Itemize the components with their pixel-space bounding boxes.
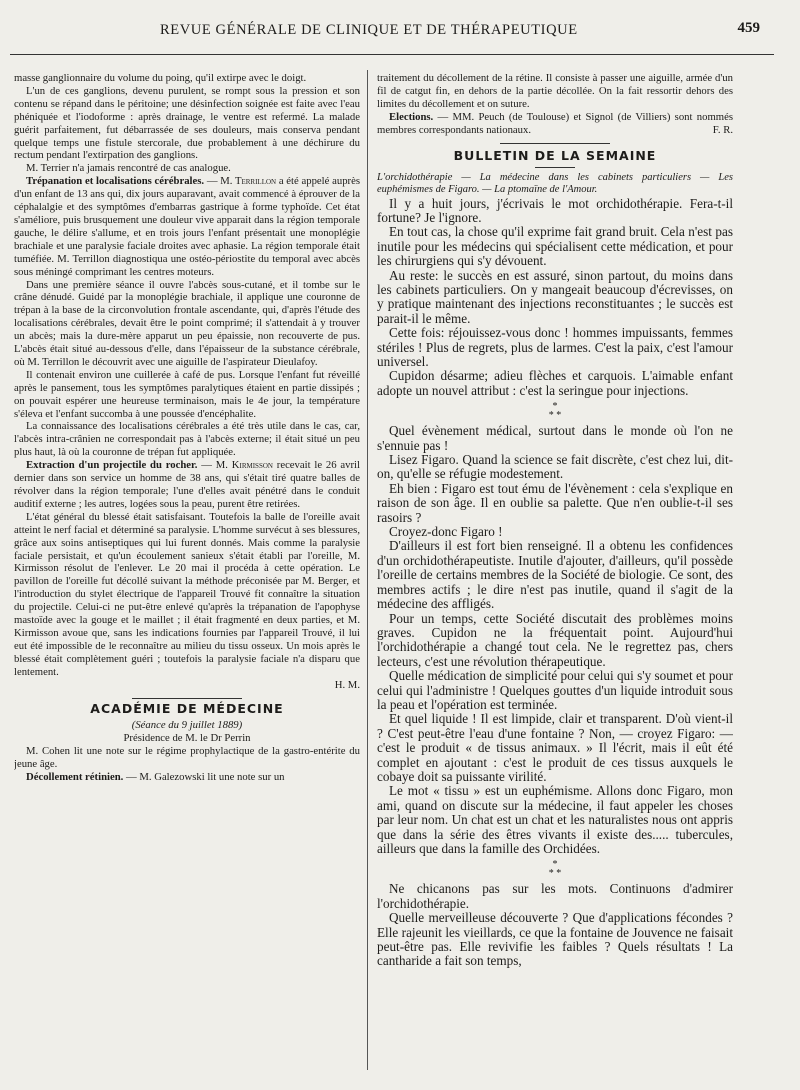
section-lead: Trépanation et localisations cérébrales.	[26, 175, 205, 188]
paragraph: Cupidon désarme; adieu flèches et carquois. L'aimable enfant adopte un nouvel attribut : c'est la seringue pour injections.	[377, 368, 733, 398]
paragraph: L'un de ces ganglions, devenu purulent, se rompt sous la pression et son contenu se répand dans le péritoine; une désinfection soignée est faite avec l'eau phéniquée et l'iodoforme : après drainage, le ventre est refermé. La malade guérit parfaitement, fut débarrassée de ses douleurs, mais conserva pendant quelque temps une fistule stercorale, due probablement à une déchirure du rectum pendant l'extirpation des ganglions.	[14, 84, 360, 162]
paragraph: Dans une première séance il ouvre l'abcès sous-cutané, et il tombe sur le crâne dénudé. Guidé par la monoplégie brachiale, il applique une couronne de trépan à la base de la circonvolution frontale ascendante, qui, d'après l'étude des localisations cérébrales, devait être le point comprimé; il s'attendait à y trouver un abcès; mais la dure-mère apparut un peu épaissie, non recouverte de pus. L'abcès était situé au-dessous d'elle, dans l'épaisseur de la substance cérébrale, où M. Terrillon le découvrit avec une aiguille de l'aspirateur Dieulafoy.	[14, 278, 360, 368]
section-lead: Décollement rétinien.	[26, 771, 124, 784]
section-rule	[132, 698, 242, 699]
paragraph: En tout cas, la chose qu'il exprime fait grand bruit. Cela n'est pas inutile pour les médecins qui spécialisent cette médication, et pour les chirurgiens qui s'y dévouent.	[377, 224, 733, 269]
paragraph: Quelle merveilleuse découverte ? Que d'applications fécondes ? Elle rajeunit les vieillards, ce que la fontaine de Jouvence ne faisait peut-être pas. Elle revivifie les faibles ? Quels résultats ! La cantharide a fait son temps,	[377, 910, 733, 969]
paragraph: masse ganglionnaire du volume du poing, qu'il extirpe avec le doigt.	[14, 72, 307, 84]
paragraph: Croyez-donc Figaro !	[389, 524, 503, 540]
header-rule	[10, 54, 774, 55]
paragraph: Il y a huit jours, j'écrivais le mot orchidothérapie. Fera-t-il fortune? Je l'ignore.	[377, 195, 733, 225]
paragraph: D'ailleurs il est fort bien renseigné. Il a obtenu les confidences d'un orchidothérapeutiste. Inutile d'ajouter, d'ailleurs, qu'il possède l'oreille de certains membres de la Société de biologie. Ce sont, des membres actifs ; le dire n'est pas inutile, quand il s'agit de la médecine des affligés.	[377, 538, 733, 612]
author: — M. Kirmisson	[201, 459, 273, 472]
presidence: Présidence de M. le Dr Perrin	[123, 732, 251, 745]
paragraph-text: a été appelé auprès d'un enfant de 13 ans qui, dix jours auparavant, avait commencé à éprouver de la céphalalgie et des symptômes d'embarras gastrique à forme typhoïde. Cet état s'améliore, puis brusquement une douleur vive apparait dans la région temporale gauche, le délire s'allume, et en trois jours l'enfant présentait une monoplégie brachiale et une paralysie faciale droites avec aphasie. La région temporale était tuméfiée. M. Terrillon diagnostiqua une ostéo-périostite du temporal avec abcès sous méningé comprimant les centres moteurs.	[14, 175, 360, 278]
signature: F. R.	[712, 123, 733, 136]
left-column	[14, 72, 360, 1082]
bulletin-title: BULLETIN DE LA SEMAINE	[453, 147, 657, 163]
author: — M. Terrillon	[206, 175, 277, 188]
paragraph: M. Cohen lit une note sur le régime prophylactique de la gastro-entérite du jeune âge.	[14, 745, 360, 771]
extraction-paragraph	[14, 459, 360, 511]
section-stars: * * *	[548, 859, 562, 880]
paragraph: La connaissance des localisations cérébrales a été très utile dans le cas, car, l'abcès intra-crânien ne correspondait pas à l'abcès externe; il était situé un peu plus haut, là où la couronne de trépan fut appliquée.	[14, 420, 360, 459]
paragraph: L'état général du blessé était satisfaisant. Toutefois la balle de l'oreille avait atteint le nerf facial et déterminé sa paralysie. L'homme survécut à ses blessures, grâce aux soins antiseptiques qui lui furent donnés. Mais comme la paralysie faciale persistait, et qu'un écoulement sanieux s'était établi par l'oreille, M. Kirmisson résolut de l'enlever. Le 20 mai il procéda à cette opération. Le pavillon de l'oreille fut décollé suivant la méthode préconisée par M. Berger, et l'introduction du stylet électrique de l'appareil Trouvé fit connaître la situation du projectile. Celui-ci ne put-être enlevé qu'après la trépanation de l'apophyse mastoïde avec la gouge et le maillet ; il était fragmenté en deux parties, et M. Kirmisson avoue que, sans les indications fournies par l'appareil Trouvé, il lui eut été impossible de le reconnaître au milieu du tissu osseux. Un mois après le blessé était complètement guéri ; toutefois la paralysie faciale n'a disparu que lentement.	[14, 510, 360, 678]
trepanation-paragraph	[14, 175, 360, 278]
paragraph: Il contenait environ une cuillerée à café de pus. Lorsque l'enfant fut réveillé après le pansement, tous les symptômes paralytiques étaient en partie dissipés ; on pouvait espérer une heureuse terminaison, mais le 4e jour, la température s'éleva et l'enfant succomba à une poussée d'encéphalite.	[14, 368, 360, 420]
paragraph: Cette fois: réjouissez-vous donc ! hommes impuissants, femmes stériles ! Plus de regrets, plus de larmes. C'est la paix, c'est l'amour universel.	[377, 325, 733, 369]
paragraph: Ne chicanons pas sur les mots. Continuons d'admirer l'orchidothérapie.	[377, 881, 733, 911]
bulletin-summary: L'orchidothérapie — La médecine dans les cabinets particuliers — Les euphémismes de Figaro. — La ptomaïne de l'Amour.	[377, 171, 733, 196]
paragraph-text: — MM. Peuch (de Toulouse) et Signol (de Villiers) sont nommés membres correspondants nationaux.	[377, 110, 733, 136]
right-column	[377, 72, 733, 1082]
section-lead: Elections.	[389, 110, 434, 123]
paragraph: Au reste: le succès en est assuré, sinon partout, du moins dans les cabinets particuliers. On y mangeait beaucoup d'écrevisses, on y pratique maintenant des injections reconstituantes ; le succès est parait-il le même.	[377, 267, 733, 326]
elections-paragraph	[377, 111, 733, 137]
page-number: 459	[737, 20, 760, 36]
section-rule	[500, 143, 610, 144]
section-lead: Extraction d'un projectile du rocher.	[26, 459, 198, 472]
paragraph: Le mot « tissu » est un euphémisme. Allons donc Figaro, mon ami, quand on discute sur la médecine, il faut appeler les choses par leur nom. Un chat est un chat et les naturalistes nous ont appris que dans la série des êtres vivants il existe des..... tubercules, ailleurs que dans la famille des Orchidées.	[377, 783, 733, 856]
signature: H. M.	[334, 678, 360, 691]
paragraph: Et quel liquide ! Il est limpide, clair et transparent. D'où vient-il ? C'est peut-être l'eau d'une fontaine ? Non, — croyez Figaro: — c'est le produit « de tissus animaux. » Il l'écrit, mais il eût été complet en ajoutant : c'est le produit de ces tissus auxquels le cobaye doit sa puissante virilité.	[377, 711, 733, 784]
paragraph: M. Terrier n'a jamais rencontré de cas analogue.	[26, 162, 231, 175]
paragraph-text: recevait le 26 avril dernier dans son service un homme de 38 ans, qui s'était tiré quatre balles de révolver dans la région temporale; l'une d'elles avait pénétré dans le conduit auditif externe ; les autres, logées sous la peau, purent être retirées.	[14, 459, 360, 510]
paragraph: Eh bien : Figaro est tout ému de l'évènement : cela s'explique en raison de son âge. Il en oublie sa palette. Que n'en oublie-t-il ses rasoirs ?	[377, 480, 733, 525]
section-stars: * * *	[548, 401, 562, 422]
paragraph: Quelle médication de simplicité pour celui qui s'y soumet et pour celui qui l'administre ! Quelques gouttes d'un liquide introduit sous la peau et l'opération est terminée.	[377, 668, 733, 712]
paragraph: Pour un temps, cette Société discutait des problèmes moins graves. Cupidon ne la fréquentait point. Aujourd'hui l'orchidothérapie a changé tout cela. Ne le regrettez pas, chers lecteurs, c'est une révolution thérapeutique.	[377, 610, 733, 669]
column-divider	[367, 70, 368, 1070]
paragraph-text: — M. Galezowski lit une note sur un	[126, 771, 285, 784]
running-title: REVUE GÉNÉRALE DE CLINIQUE ET DE THÉRAPEUTIQUE	[160, 22, 578, 38]
paragraph: Quel évènement médical, surtout dans le monde où l'on ne s'ennuie pas !	[377, 423, 733, 453]
decollement-paragraph	[14, 771, 360, 784]
paragraph: traitement du décollement de la rétine. Il consiste à passer une aiguille, armée d'un fil de catgut fin, en dehors de la partie décollée. On la fait ressortir dehors des limites du décollement et on suture.	[377, 72, 733, 110]
seance-date: (Séance du 9 juillet 1889)	[131, 719, 243, 732]
section-rule	[535, 167, 575, 168]
paragraph: Lisez Figaro. Quand la science se fait discrète, c'est chez lui, dit-on, qu'elle se réfugie modestement.	[377, 452, 733, 482]
academie-title: ACADÉMIE DE MÉDECINE	[90, 700, 284, 716]
page-header	[10, 20, 760, 42]
